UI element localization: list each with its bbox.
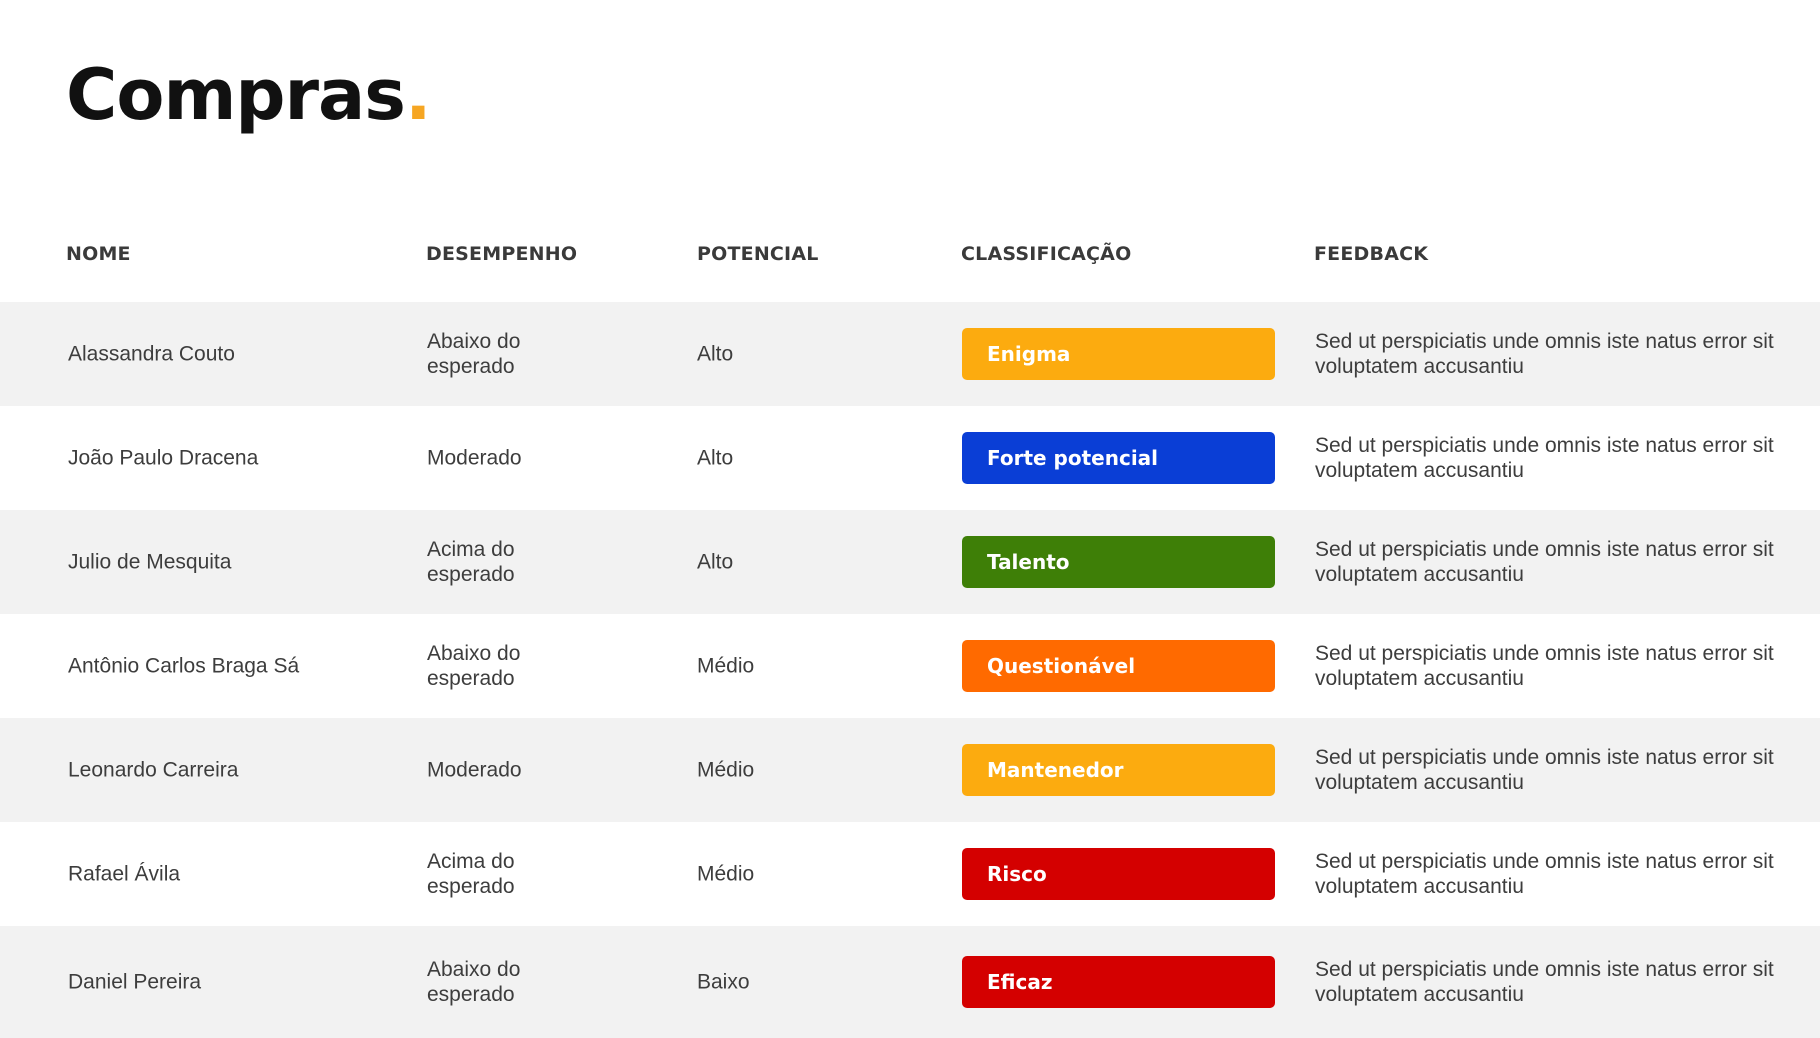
page-title-text: Compras xyxy=(66,54,405,136)
cell-nome: Antônio Carlos Braga Sá xyxy=(68,654,300,678)
column-header-nome: NOME xyxy=(66,243,131,265)
table-row xyxy=(0,926,1820,1038)
table-body xyxy=(0,302,1820,1038)
column-header-feedback: FEEDBACK xyxy=(1314,243,1429,265)
cell-potencial: Alto xyxy=(697,342,734,366)
table-row xyxy=(0,510,1820,614)
cell-desempenho: Acima do esperado xyxy=(427,850,515,898)
cell-feedback: Sed ut perspiciatis unde omnis iste natus error sit voluptatem accusantiu xyxy=(1315,538,1774,586)
cell-potencial: Médio xyxy=(697,862,755,886)
table-row xyxy=(0,406,1820,510)
cell-feedback: Sed ut perspiciatis unde omnis iste natus error sit voluptatem accusantiu xyxy=(1315,330,1774,378)
cell-potencial: Médio xyxy=(697,654,755,678)
page-title xyxy=(66,50,431,140)
table-row xyxy=(0,718,1820,822)
cell-potencial: Alto xyxy=(697,446,734,470)
cell-desempenho: Moderado xyxy=(427,758,522,782)
cell-potencial: Alto xyxy=(697,550,734,574)
classification-badge: Forte potencial xyxy=(962,432,1275,484)
classification-badge: Questionável xyxy=(962,640,1275,692)
cell-desempenho: Abaixo do esperado xyxy=(427,642,521,690)
cell-potencial: Baixo xyxy=(697,970,750,994)
classification-badge: Eficaz xyxy=(962,956,1275,1008)
cell-desempenho: Abaixo do esperado xyxy=(427,958,521,1006)
cell-feedback: Sed ut perspiciatis unde omnis iste natus error sit voluptatem accusantiu xyxy=(1315,746,1774,794)
cell-nome: Daniel Pereira xyxy=(68,970,202,994)
classification-badge: Enigma xyxy=(962,328,1275,380)
page-title-dot: . xyxy=(404,54,431,136)
cell-potencial: Médio xyxy=(697,758,755,782)
cell-nome: João Paulo Dracena xyxy=(68,446,259,470)
cell-desempenho: Abaixo do esperado xyxy=(427,330,521,378)
column-header-potencial: POTENCIAL xyxy=(697,243,819,265)
cell-feedback: Sed ut perspiciatis unde omnis iste natus error sit voluptatem accusantiu xyxy=(1315,850,1774,898)
cell-nome: Julio de Mesquita xyxy=(68,550,232,574)
column-header-desempenho: DESEMPENHO xyxy=(426,243,578,265)
cell-nome: Rafael Ávila xyxy=(68,862,181,886)
table-row xyxy=(0,302,1820,406)
cell-feedback: Sed ut perspiciatis unde omnis iste natus error sit voluptatem accusantiu xyxy=(1315,642,1774,690)
classification-badge: Talento xyxy=(962,536,1275,588)
cell-nome: Alassandra Couto xyxy=(68,342,235,366)
table-row xyxy=(0,822,1820,926)
cell-desempenho: Moderado xyxy=(427,446,522,470)
table-header xyxy=(0,236,1820,272)
cell-nome: Leonardo Carreira xyxy=(68,758,239,782)
column-header-classificacao: CLASSIFICAÇÃO xyxy=(961,243,1132,265)
cell-feedback: Sed ut perspiciatis unde omnis iste natus error sit voluptatem accusantiu xyxy=(1315,958,1774,1006)
classification-badge: Risco xyxy=(962,848,1275,900)
classification-badge: Mantenedor xyxy=(962,744,1275,796)
cell-feedback: Sed ut perspiciatis unde omnis iste natus error sit voluptatem accusantiu xyxy=(1315,434,1774,482)
table-row xyxy=(0,614,1820,718)
cell-desempenho: Acima do esperado xyxy=(427,538,515,586)
